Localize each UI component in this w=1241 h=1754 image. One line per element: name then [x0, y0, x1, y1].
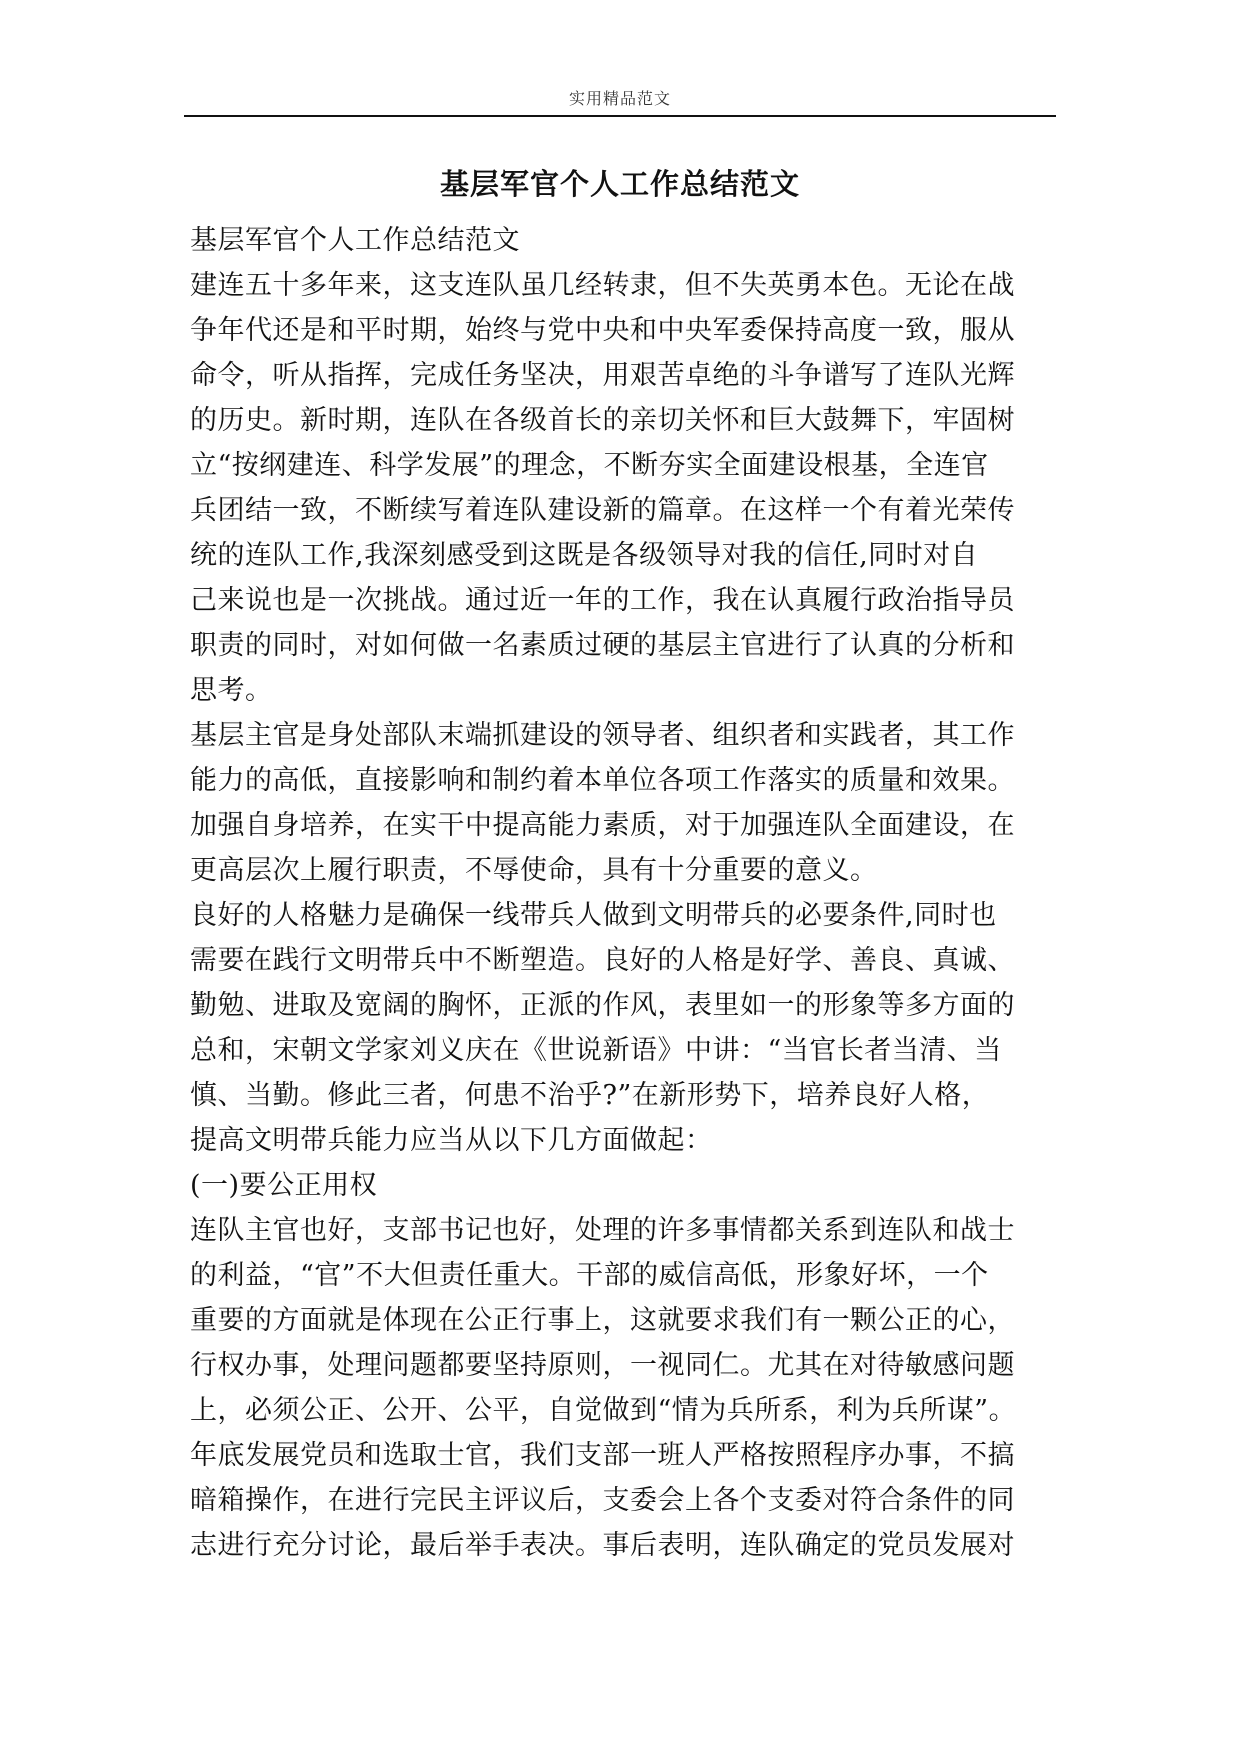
page-header-label: 实用精品范文	[568, 89, 671, 108]
body-line: 的利益，“官”不大但责任重大。干部的威信高低，形象好坏，一个	[190, 1260, 989, 1291]
document-body	[190, 218, 1070, 1568]
body-line: 上，必须公正、公开、公平，自觉做到“情为兵所系，利为兵所谋”。	[190, 1395, 1017, 1426]
body-line: 建连五十多年来，这支连队虽几经转隶，但不失英勇本色。无论在战	[190, 270, 1015, 301]
body-line: 提高文明带兵能力应当从以下几方面做起：	[190, 1125, 713, 1156]
body-line: 基层军官个人工作总结范文	[190, 225, 520, 256]
body-line: 更高层次上履行职责，不辱使命，具有十分重要的意义。	[190, 855, 878, 886]
body-line: 总和，宋朝文学家刘义庆在《世说新语》中讲：“当官长者当清、当	[190, 1035, 1002, 1066]
body-line: 职责的同时，对如何做一名素质过硬的基层主官进行了认真的分析和	[190, 630, 1015, 661]
body-line: 加强自身培养，在实干中提高能力素质，对于加强连队全面建设，在	[190, 810, 1015, 841]
body-line: 重要的方面就是体现在公正行事上，这就要求我们有一颗公正的心，	[190, 1305, 1015, 1336]
body-line: 争年代还是和平时期，始终与党中央和中央军委保持高度一致，服从	[190, 315, 1015, 346]
body-line: 基层主官是身处部队末端抓建设的领导者、组织者和实践者，其工作	[190, 720, 1015, 751]
body-line: 行权办事，处理问题都要坚持原则，一视同仁。尤其在对待敏感问题	[190, 1350, 1015, 1381]
body-line: 志进行充分讨论，最后举手表决。事后表明，连队确定的党员发展对	[190, 1530, 1015, 1561]
body-line: 能力的高低，直接影响和制约着本单位各项工作落实的质量和效果。	[190, 765, 1015, 796]
body-line: 勤勉、进取及宽阔的胸怀，正派的作风，表里如一的形象等多方面的	[190, 990, 1015, 1021]
body-line: 兵团结一致，不断续写着连队建设新的篇章。在这样一个有着光荣传	[190, 495, 1015, 526]
body-line: 立“按纲建连、科学发展”的理念，不断夯实全面建设根基，全连官	[190, 450, 989, 481]
body-line: 的历史。新时期，连队在各级首长的亲切关怀和巨大鼓舞下，牢固树	[190, 405, 1015, 436]
body-line: 需要在践行文明带兵中不断塑造。良好的人格是好学、善良、真诚、	[190, 945, 1015, 976]
body-line: 良好的人格魅力是确保一线带兵人做到文明带兵的必要条件,同时也	[190, 900, 997, 931]
body-line: 思考。	[190, 675, 273, 706]
body-line: 统的连队工作,我深刻感受到这既是各级领导对我的信任,同时对自	[190, 540, 979, 571]
section-heading: (一)要公正用权	[190, 1170, 378, 1201]
body-line: 己来说也是一次挑战。通过近一年的工作，我在认真履行政治指导员	[190, 585, 1015, 616]
document-title: 基层军官个人工作总结范文	[439, 167, 800, 201]
body-line: 年底发展党员和选取士官，我们支部一班人严格按照程序办事，不搞	[190, 1440, 1015, 1471]
header-rule	[184, 115, 1056, 117]
body-line: 暗箱操作，在进行完民主评议后，支委会上各个支委对符合条件的同	[190, 1485, 1015, 1516]
body-line: 连队主官也好，支部书记也好，处理的许多事情都关系到连队和战士	[190, 1215, 1015, 1246]
body-line: 慎、当勤。修此三者，何患不治乎?”在新形势下，培养良好人格，	[190, 1080, 990, 1111]
body-line: 命令，听从指挥，完成任务坚决，用艰苦卓绝的斗争谱写了连队光辉	[190, 360, 1015, 391]
